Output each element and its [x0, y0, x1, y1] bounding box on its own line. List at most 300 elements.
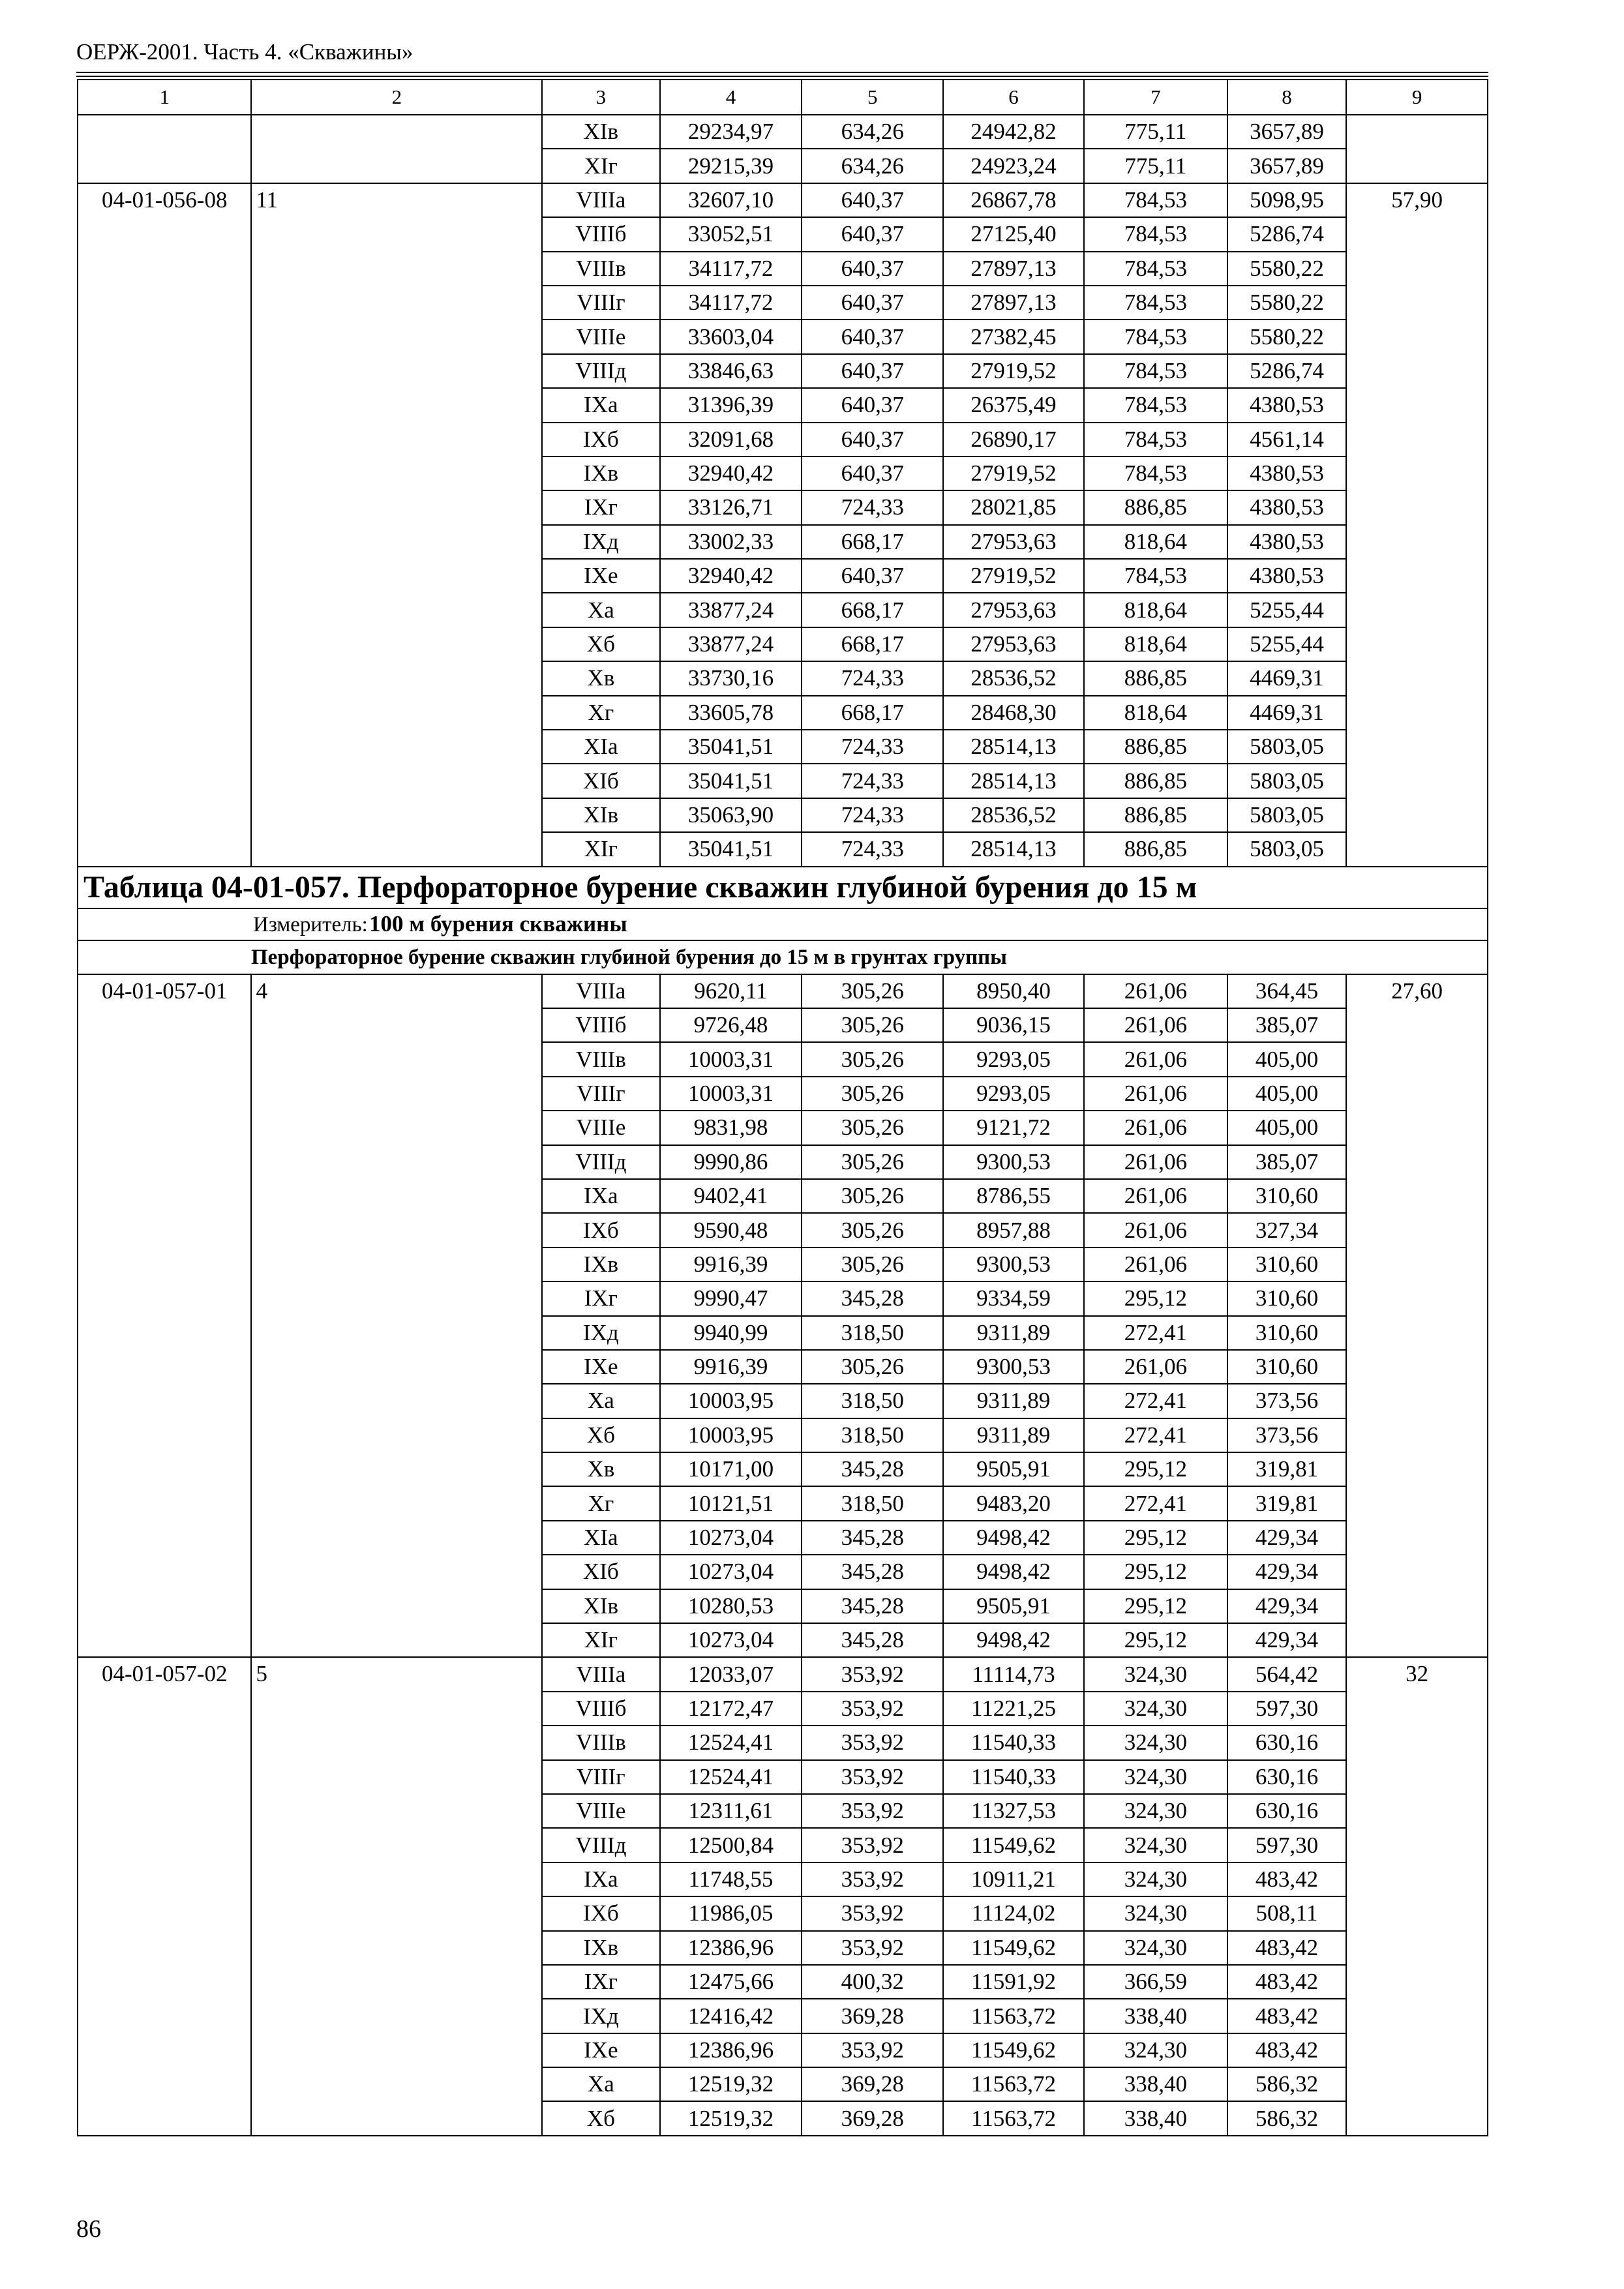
cost-value: 640,37 — [802, 354, 943, 388]
cost-value: 27919,52 — [943, 559, 1084, 593]
cost-value: 8786,55 — [943, 1179, 1084, 1213]
cost-value: 9498,42 — [943, 1555, 1084, 1589]
cost-value: 27919,52 — [943, 354, 1084, 388]
cost-value: 10003,31 — [660, 1042, 802, 1076]
cost-value: 33877,24 — [660, 593, 802, 627]
cost-value: 12475,66 — [660, 1965, 802, 1999]
soil-group: XIв — [542, 798, 659, 832]
cost-value: 34117,72 — [660, 286, 802, 320]
soil-group: IXа — [542, 1863, 659, 1896]
cost-value: 818,64 — [1084, 696, 1227, 730]
cost-value: 8950,40 — [943, 974, 1084, 1008]
cost-value: 305,26 — [802, 1213, 943, 1247]
cost-value: 345,28 — [802, 1281, 943, 1315]
cost-value: 5286,74 — [1227, 217, 1346, 251]
cost-value: 5098,95 — [1227, 183, 1346, 217]
cost-value: 261,06 — [1084, 1042, 1227, 1076]
cost-value: 33877,24 — [660, 627, 802, 661]
cost-value: 9726,48 — [660, 1008, 802, 1042]
soil-group: IXд — [542, 1999, 659, 2033]
soil-group: VIIIе — [542, 1111, 659, 1144]
cost-value: 405,00 — [1227, 1111, 1346, 1144]
cost-value: 8957,88 — [943, 1213, 1084, 1247]
rates-table — [77, 79, 1488, 2136]
cost-value: 724,33 — [802, 490, 943, 524]
cost-value: 630,16 — [1227, 1760, 1346, 1794]
cost-value: 9990,47 — [660, 1281, 802, 1315]
soil-group: IXд — [542, 1316, 659, 1350]
cost-value: 27953,63 — [943, 593, 1084, 627]
cost-value: 385,07 — [1227, 1145, 1346, 1179]
cost-value: 483,42 — [1227, 1965, 1346, 1999]
cost-value: 10273,04 — [660, 1623, 802, 1657]
cost-value: 640,37 — [802, 456, 943, 490]
cost-value: 400,32 — [802, 1965, 943, 1999]
cost-value: 640,37 — [802, 388, 943, 422]
cost-value: 886,85 — [1084, 832, 1227, 866]
cost-value: 886,85 — [1084, 661, 1227, 695]
cost-value: 12519,32 — [660, 2067, 802, 2101]
soil-group: Xб — [542, 2101, 659, 2135]
cost-value: 11540,33 — [943, 1760, 1084, 1794]
cost-value: 324,30 — [1084, 1692, 1227, 1726]
header-rule-double — [76, 76, 1488, 77]
cost-value: 28536,52 — [943, 661, 1084, 695]
rate-code — [78, 115, 251, 183]
cost-value: 784,53 — [1084, 456, 1227, 490]
cost-value: 5255,44 — [1227, 593, 1346, 627]
cost-value: 784,53 — [1084, 559, 1227, 593]
cost-value: 324,30 — [1084, 1794, 1227, 1828]
cost-value: 353,92 — [802, 1896, 943, 1930]
cost-value: 9293,05 — [943, 1077, 1084, 1111]
rates-table-body — [78, 80, 1488, 2136]
soil-group: VIIIв — [542, 252, 659, 286]
cost-value: 261,06 — [1084, 1145, 1227, 1179]
soil-group: Xб — [542, 1418, 659, 1452]
cost-value: 784,53 — [1084, 320, 1227, 353]
cost-value: 35041,51 — [660, 730, 802, 764]
cost-value: 33846,63 — [660, 354, 802, 388]
soil-group: VIIIа — [542, 1657, 659, 1691]
cost-value: 353,92 — [802, 2033, 943, 2067]
cost-value: 353,92 — [802, 1828, 943, 1862]
soil-group: Xб — [542, 627, 659, 661]
cost-value: 261,06 — [1084, 974, 1227, 1008]
cost-value: 9300,53 — [943, 1145, 1084, 1179]
soil-group: XIа — [542, 730, 659, 764]
column-number: 4 — [660, 80, 802, 115]
soil-group: IXг — [542, 1281, 659, 1315]
column-number: 6 — [943, 80, 1084, 115]
cost-value: 429,34 — [1227, 1623, 1346, 1657]
cost-value: 3657,89 — [1227, 149, 1346, 183]
soil-group: VIIIе — [542, 320, 659, 353]
cost-value: 324,30 — [1084, 1828, 1227, 1862]
cost-value: 9300,53 — [943, 1350, 1084, 1384]
cost-value: 35041,51 — [660, 832, 802, 866]
cost-value: 9498,42 — [943, 1521, 1084, 1555]
cost-value: 324,30 — [1084, 1760, 1227, 1794]
cost-value: 9940,99 — [660, 1316, 802, 1350]
cost-value: 28514,13 — [943, 832, 1084, 866]
cost-value: 364,45 — [1227, 974, 1346, 1008]
cost-value: 28536,52 — [943, 798, 1084, 832]
cost-value: 34117,72 — [660, 252, 802, 286]
cost-value: 784,53 — [1084, 217, 1227, 251]
cost-value: 597,30 — [1227, 1828, 1346, 1862]
cost-value: 24923,24 — [943, 149, 1084, 183]
soil-group: VIIIв — [542, 1042, 659, 1076]
cost-value: 11549,62 — [943, 1828, 1084, 1862]
bit-diameter — [251, 115, 542, 183]
cost-value: 32091,68 — [660, 423, 802, 456]
cost-value: 4380,53 — [1227, 559, 1346, 593]
cost-value: 11540,33 — [943, 1726, 1084, 1759]
header-rule — [76, 72, 1488, 73]
table-row — [78, 974, 1488, 1008]
cost-value: 11591,92 — [943, 1965, 1084, 1999]
cost-value: 9300,53 — [943, 1248, 1084, 1281]
cost-value: 4380,53 — [1227, 490, 1346, 524]
soil-group: IXг — [542, 1965, 659, 1999]
cost-value: 272,41 — [1084, 1418, 1227, 1452]
soil-group: IXв — [542, 456, 659, 490]
cost-value: 26890,17 — [943, 423, 1084, 456]
table-subtitle: Перфораторное бурение скважин глубиной бурения до 15 м в грунтах группы — [78, 940, 1488, 974]
cost-value: 10003,95 — [660, 1384, 802, 1418]
cost-value: 310,60 — [1227, 1281, 1346, 1315]
cost-value: 345,28 — [802, 1555, 943, 1589]
cost-value: 26375,49 — [943, 388, 1084, 422]
cost-value: 9036,15 — [943, 1008, 1084, 1042]
cost-value: 5580,22 — [1227, 286, 1346, 320]
soil-group: IXб — [542, 423, 659, 456]
cost-value: 640,37 — [802, 286, 943, 320]
cost-value: 483,42 — [1227, 2033, 1346, 2067]
cost-value: 4380,53 — [1227, 456, 1346, 490]
cost-value: 319,81 — [1227, 1452, 1346, 1486]
cost-value: 634,26 — [802, 115, 943, 149]
measure-row — [78, 908, 1488, 940]
cost-value: 9590,48 — [660, 1213, 802, 1247]
cost-value: 35063,90 — [660, 798, 802, 832]
column-number-row — [78, 80, 1488, 115]
soil-group: IXе — [542, 559, 659, 593]
cost-value: 295,12 — [1084, 1589, 1227, 1623]
cost-value: 640,37 — [802, 217, 943, 251]
cost-value: 33730,16 — [660, 661, 802, 695]
cost-value: 10003,95 — [660, 1418, 802, 1452]
cost-value: 5803,05 — [1227, 832, 1346, 866]
cost-value: 886,85 — [1084, 490, 1227, 524]
cost-value: 327,34 — [1227, 1213, 1346, 1247]
cost-value: 724,33 — [802, 730, 943, 764]
cost-value: 295,12 — [1084, 1281, 1227, 1315]
cost-value: 27897,13 — [943, 252, 1084, 286]
cost-value: 784,53 — [1084, 423, 1227, 456]
labor-hours: 57,90 — [1346, 183, 1488, 867]
cost-value: 33002,33 — [660, 525, 802, 559]
cost-value: 27125,40 — [943, 217, 1084, 251]
cost-value: 11563,72 — [943, 1999, 1084, 2033]
cost-value: 29215,39 — [660, 149, 802, 183]
measure-cell — [78, 908, 1488, 940]
cost-value: 12519,32 — [660, 2101, 802, 2135]
cost-value: 775,11 — [1084, 149, 1227, 183]
cost-value: 305,26 — [802, 1042, 943, 1076]
cost-value: 261,06 — [1084, 1213, 1227, 1247]
cost-value: 724,33 — [802, 764, 943, 798]
cost-value: 630,16 — [1227, 1794, 1346, 1828]
cost-value: 12033,07 — [660, 1657, 802, 1691]
cost-value: 32940,42 — [660, 559, 802, 593]
soil-group: XIг — [542, 149, 659, 183]
table-row — [78, 115, 1488, 149]
cost-value: 310,60 — [1227, 1316, 1346, 1350]
rate-code: 04-01-056-08 — [78, 183, 251, 867]
cost-value: 369,28 — [802, 1999, 943, 2033]
soil-group: Xг — [542, 696, 659, 730]
cost-value: 26867,78 — [943, 183, 1084, 217]
cost-value: 668,17 — [802, 696, 943, 730]
soil-group: VIIIа — [542, 183, 659, 217]
cost-value: 27953,63 — [943, 525, 1084, 559]
soil-group: IXе — [542, 1350, 659, 1384]
cost-value: 9311,89 — [943, 1384, 1084, 1418]
soil-group: VIIIб — [542, 1008, 659, 1042]
column-number: 9 — [1346, 80, 1488, 115]
cost-value: 324,30 — [1084, 1931, 1227, 1965]
cost-value: 12500,84 — [660, 1828, 802, 1862]
cost-value: 28021,85 — [943, 490, 1084, 524]
soil-group: VIIIг — [542, 286, 659, 320]
cost-value: 261,06 — [1084, 1111, 1227, 1144]
cost-value: 4469,31 — [1227, 696, 1346, 730]
cost-value: 353,92 — [802, 1726, 943, 1759]
cost-value: 775,11 — [1084, 115, 1227, 149]
cost-value: 5803,05 — [1227, 730, 1346, 764]
cost-value: 11221,25 — [943, 1692, 1084, 1726]
soil-group: IXе — [542, 2033, 659, 2067]
cost-value: 4380,53 — [1227, 525, 1346, 559]
cost-value: 11748,55 — [660, 1863, 802, 1896]
cost-value: 353,92 — [802, 1760, 943, 1794]
cost-value: 305,26 — [802, 1350, 943, 1384]
running-header: ОЕРЖ-2001. Часть 4. «Скважины» — [76, 39, 414, 65]
cost-value: 35041,51 — [660, 764, 802, 798]
cost-value: 318,50 — [802, 1384, 943, 1418]
cost-value: 9334,59 — [943, 1281, 1084, 1315]
cost-value: 295,12 — [1084, 1555, 1227, 1589]
column-number: 5 — [802, 80, 943, 115]
cost-value: 784,53 — [1084, 183, 1227, 217]
cost-value: 11986,05 — [660, 1896, 802, 1930]
soil-group: VIIIд — [542, 354, 659, 388]
soil-group: VIIIд — [542, 1145, 659, 1179]
cost-value: 9311,89 — [943, 1316, 1084, 1350]
soil-group: XIа — [542, 1521, 659, 1555]
cost-value: 28514,13 — [943, 730, 1084, 764]
cost-value: 9505,91 — [943, 1452, 1084, 1486]
soil-group: VIIIа — [542, 974, 659, 1008]
cost-value: 5803,05 — [1227, 798, 1346, 832]
cost-value: 886,85 — [1084, 730, 1227, 764]
cost-value: 324,30 — [1084, 1657, 1227, 1691]
cost-value: 724,33 — [802, 832, 943, 866]
cost-value: 261,06 — [1084, 1008, 1227, 1042]
cost-value: 11549,62 — [943, 2033, 1084, 2067]
soil-group: VIIIб — [542, 1692, 659, 1726]
cost-value: 5286,74 — [1227, 354, 1346, 388]
soil-group: VIIIв — [542, 1726, 659, 1759]
cost-value: 32607,10 — [660, 183, 802, 217]
cost-value: 640,37 — [802, 320, 943, 353]
cost-value: 305,26 — [802, 1179, 943, 1213]
cost-value: 9620,11 — [660, 974, 802, 1008]
cost-value: 10273,04 — [660, 1521, 802, 1555]
cost-value: 272,41 — [1084, 1384, 1227, 1418]
cost-value: 366,59 — [1084, 1965, 1227, 1999]
cost-value: 310,60 — [1227, 1350, 1346, 1384]
cost-value: 634,26 — [802, 149, 943, 183]
cost-value: 338,40 — [1084, 1999, 1227, 2033]
cost-value: 338,40 — [1084, 2067, 1227, 2101]
cost-value: 10171,00 — [660, 1452, 802, 1486]
cost-value: 11114,73 — [943, 1657, 1084, 1691]
labor-hours: 27,60 — [1346, 974, 1488, 1658]
cost-value: 29234,97 — [660, 115, 802, 149]
page-number: 86 — [76, 2215, 101, 2243]
rate-code: 04-01-057-01 — [78, 974, 251, 1658]
soil-group: IXб — [542, 1213, 659, 1247]
soil-group: Xа — [542, 2067, 659, 2101]
cost-value: 318,50 — [802, 1418, 943, 1452]
soil-group: Xа — [542, 593, 659, 627]
soil-group: VIIIб — [542, 217, 659, 251]
cost-value: 33605,78 — [660, 696, 802, 730]
cost-value: 305,26 — [802, 1248, 943, 1281]
cost-value: 784,53 — [1084, 286, 1227, 320]
cost-value: 630,16 — [1227, 1726, 1346, 1759]
soil-group: IXа — [542, 388, 659, 422]
cost-value: 12386,96 — [660, 1931, 802, 1965]
cost-value: 668,17 — [802, 593, 943, 627]
column-number: 8 — [1227, 80, 1346, 115]
cost-value: 318,50 — [802, 1316, 943, 1350]
cost-value: 405,00 — [1227, 1042, 1346, 1076]
cost-value: 640,37 — [802, 252, 943, 286]
soil-group: VIIIг — [542, 1760, 659, 1794]
rate-code: 04-01-057-02 — [78, 1657, 251, 2135]
bit-diameter: 4 — [251, 974, 542, 1658]
cost-value: 324,30 — [1084, 1863, 1227, 1896]
column-number: 3 — [542, 80, 659, 115]
cost-value: 12524,41 — [660, 1760, 802, 1794]
column-number: 1 — [78, 80, 251, 115]
cost-value: 261,06 — [1084, 1179, 1227, 1213]
cost-value: 5255,44 — [1227, 627, 1346, 661]
cost-value: 11327,53 — [943, 1794, 1084, 1828]
cost-value: 319,81 — [1227, 1486, 1346, 1520]
soil-group: Xв — [542, 1452, 659, 1486]
cost-value: 345,28 — [802, 1589, 943, 1623]
cost-value: 310,60 — [1227, 1179, 1346, 1213]
soil-group: IXв — [542, 1931, 659, 1965]
cost-value: 31396,39 — [660, 388, 802, 422]
cost-value: 11124,02 — [943, 1896, 1084, 1930]
subtitle-row — [78, 940, 1488, 974]
cost-value: 324,30 — [1084, 1726, 1227, 1759]
cost-value: 12416,42 — [660, 1999, 802, 2033]
cost-value: 586,32 — [1227, 2067, 1346, 2101]
cost-value: 9402,41 — [660, 1179, 802, 1213]
cost-value: 373,56 — [1227, 1418, 1346, 1452]
cost-value: 9916,39 — [660, 1248, 802, 1281]
cost-value: 32940,42 — [660, 456, 802, 490]
soil-group: VIIIе — [542, 1794, 659, 1828]
cost-value: 11563,72 — [943, 2101, 1084, 2135]
cost-value: 9483,20 — [943, 1486, 1084, 1520]
cost-value: 429,34 — [1227, 1521, 1346, 1555]
cost-value: 429,34 — [1227, 1589, 1346, 1623]
soil-group: VIIIд — [542, 1828, 659, 1862]
column-number: 2 — [251, 80, 542, 115]
cost-value: 24942,82 — [943, 115, 1084, 149]
cost-value: 724,33 — [802, 661, 943, 695]
cost-value: 5580,22 — [1227, 320, 1346, 353]
cost-value: 324,30 — [1084, 1896, 1227, 1930]
table-title: Таблица 04-01-057. Перфораторное бурение скважин глубиной бурения до 15 м — [78, 867, 1488, 908]
cost-value: 12311,61 — [660, 1794, 802, 1828]
table-title-row — [78, 867, 1488, 908]
cost-value: 3657,89 — [1227, 115, 1346, 149]
cost-value: 272,41 — [1084, 1486, 1227, 1520]
cost-value: 33603,04 — [660, 320, 802, 353]
cost-value: 11549,62 — [943, 1931, 1084, 1965]
cost-value: 4469,31 — [1227, 661, 1346, 695]
cost-value: 784,53 — [1084, 388, 1227, 422]
cost-value: 640,37 — [802, 559, 943, 593]
cost-value: 305,26 — [802, 1077, 943, 1111]
cost-value: 10121,51 — [660, 1486, 802, 1520]
cost-value: 784,53 — [1084, 354, 1227, 388]
cost-value: 640,37 — [802, 423, 943, 456]
cost-value: 9498,42 — [943, 1623, 1084, 1657]
cost-value: 261,06 — [1084, 1077, 1227, 1111]
cost-value: 9990,86 — [660, 1145, 802, 1179]
table-row — [78, 183, 1488, 217]
soil-group: Xа — [542, 1384, 659, 1418]
measure-value: 100 м бурения скважины — [369, 910, 627, 936]
cost-value: 261,06 — [1084, 1350, 1227, 1384]
cost-value: 28468,30 — [943, 696, 1084, 730]
cost-value: 353,92 — [802, 1692, 943, 1726]
cost-value: 10003,31 — [660, 1077, 802, 1111]
soil-group: XIг — [542, 832, 659, 866]
cost-value: 345,28 — [802, 1452, 943, 1486]
soil-group: IXв — [542, 1248, 659, 1281]
soil-group: IXг — [542, 490, 659, 524]
cost-value: 9121,72 — [943, 1111, 1084, 1144]
cost-value: 369,28 — [802, 2067, 943, 2101]
cost-value: 261,06 — [1084, 1248, 1227, 1281]
cost-value: 784,53 — [1084, 252, 1227, 286]
cost-value: 10273,04 — [660, 1555, 802, 1589]
column-number: 7 — [1084, 80, 1227, 115]
cost-value: 9505,91 — [943, 1589, 1084, 1623]
cost-value: 508,11 — [1227, 1896, 1346, 1930]
